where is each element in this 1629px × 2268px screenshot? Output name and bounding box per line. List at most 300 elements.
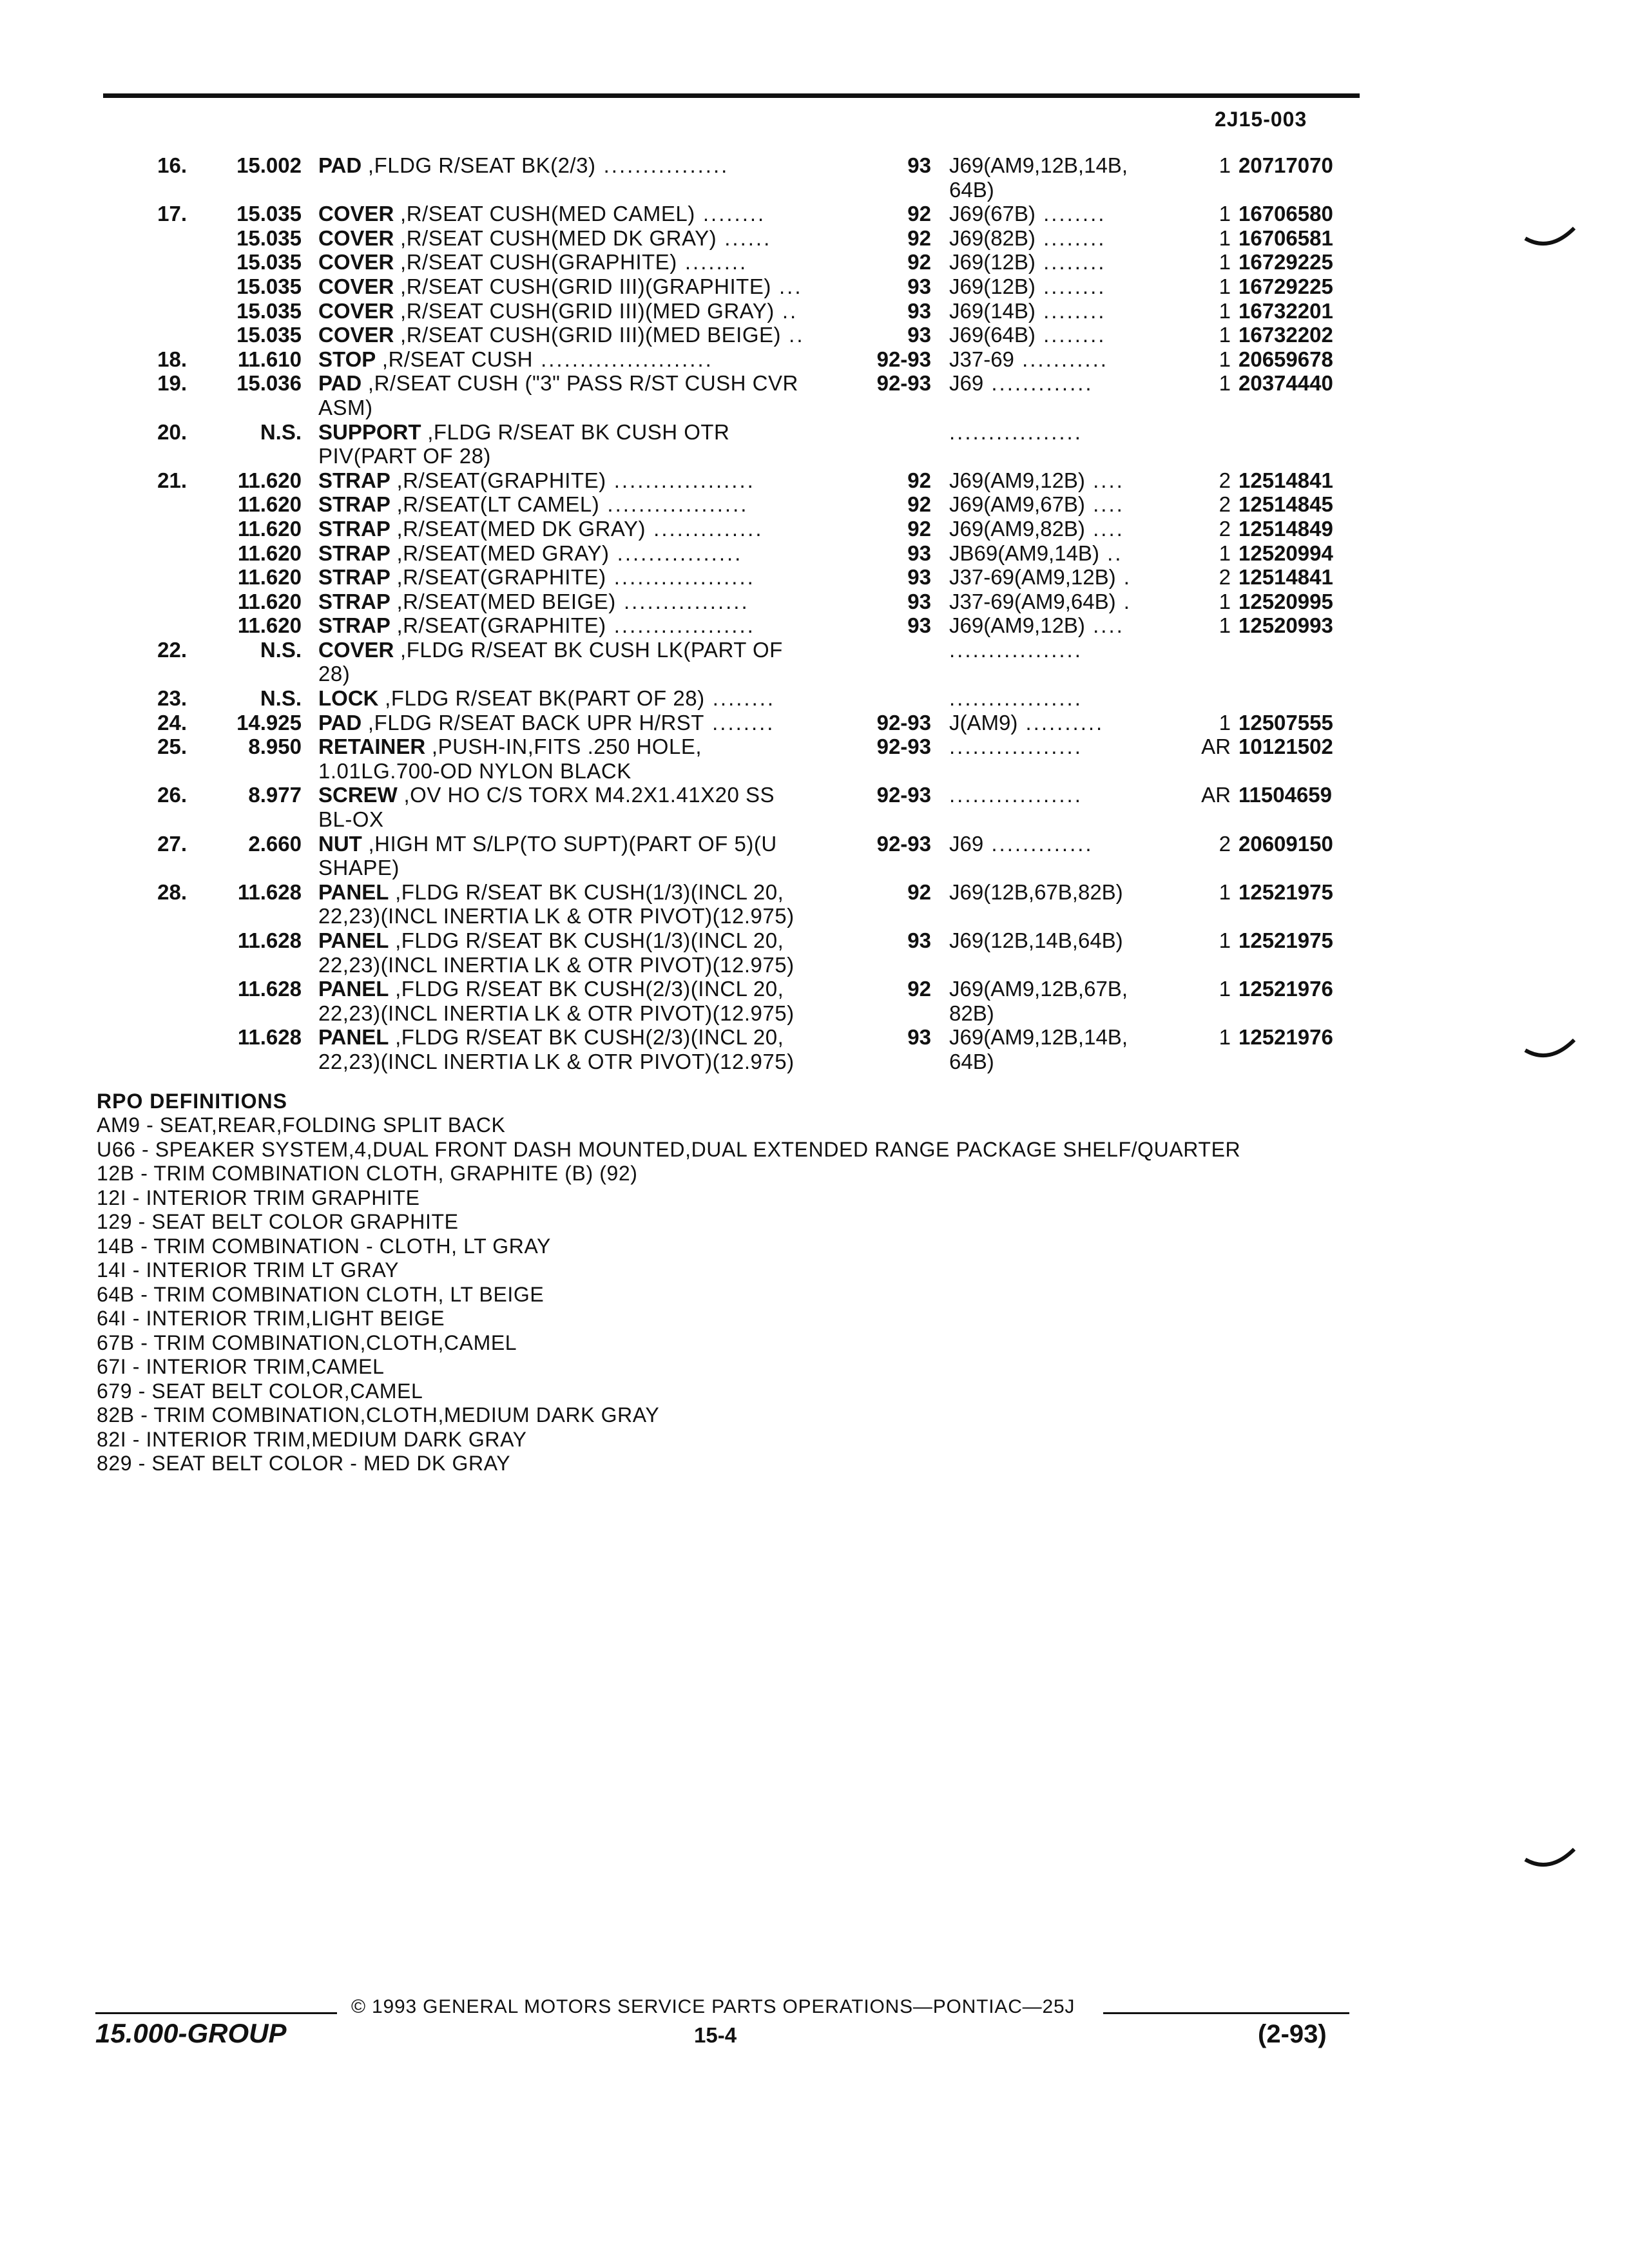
usage-text: J37-69(AM9,64B) bbox=[949, 589, 1116, 613]
usage-text: J37-69(AM9,12B) bbox=[949, 565, 1116, 590]
item-detail: ,HIGH MT S/LP(TO SUPT)(PART OF 5)(U bbox=[361, 831, 777, 856]
illustration-number: 8.977 bbox=[248, 783, 302, 807]
illustration-number: 15.035 bbox=[236, 298, 302, 323]
rpo-definition: 82I - INTERIOR TRIM,MEDIUM DARK GRAY bbox=[97, 1427, 527, 1451]
leader-dots: ................. bbox=[949, 783, 1083, 807]
item-description bbox=[318, 977, 872, 1025]
parts-row bbox=[0, 565, 1629, 590]
leader-dots: ...................... bbox=[532, 347, 713, 371]
item-ref: 27. bbox=[157, 831, 187, 856]
item-ref: 21. bbox=[157, 468, 187, 492]
footer-rule-right bbox=[1103, 2012, 1349, 2014]
item-detail: ,R/SEAT(LT CAMEL) bbox=[390, 492, 600, 517]
illustration-number: 11.628 bbox=[237, 1025, 302, 1050]
item-description bbox=[318, 202, 872, 226]
quantity: 1 bbox=[1219, 250, 1231, 274]
leader-dots: .................. bbox=[599, 492, 749, 517]
part-number: 12514849 bbox=[1239, 516, 1333, 541]
item-name: COVER bbox=[318, 202, 394, 226]
quantity: 1 bbox=[1219, 347, 1231, 371]
usage-text: J69(12B) bbox=[949, 274, 1036, 298]
parts-row bbox=[0, 1025, 1629, 1073]
illustration-number: 11.620 bbox=[237, 492, 302, 517]
item-detail: ,FLDG R/SEAT BACK UPR H/RST bbox=[361, 710, 704, 735]
item-name: COVER bbox=[318, 323, 394, 347]
parts-row bbox=[0, 541, 1629, 566]
model-year: 92-93 bbox=[876, 783, 931, 807]
part-number: 12521975 bbox=[1239, 879, 1333, 904]
item-name: STRAP bbox=[318, 541, 390, 565]
illustration-number: 15.035 bbox=[236, 202, 302, 226]
usage-text: J69(12B,14B,64B) bbox=[949, 928, 1123, 952]
leader-dots: .. bbox=[1099, 541, 1123, 565]
item-description bbox=[318, 686, 872, 711]
model-year: 93 bbox=[907, 613, 931, 638]
item-detail: ,FLDG R/SEAT BK CUSH OTR bbox=[421, 419, 730, 444]
item-name: STRAP bbox=[318, 492, 390, 517]
quantity: 1 bbox=[1219, 879, 1231, 904]
illustration-number: 11.620 bbox=[237, 613, 302, 638]
item-description bbox=[318, 226, 872, 251]
parts-row bbox=[0, 250, 1629, 274]
model-year: 92 bbox=[907, 879, 931, 904]
item-description bbox=[318, 735, 872, 783]
quantity: 1 bbox=[1219, 226, 1231, 250]
parts-row bbox=[0, 928, 1629, 977]
quantity: 1 bbox=[1219, 613, 1231, 638]
usage-code bbox=[949, 590, 1188, 614]
usage-code bbox=[949, 202, 1188, 226]
item-detail: ,PUSH-IN,FITS .250 HOLE, bbox=[425, 735, 702, 759]
model-year: 93 bbox=[907, 298, 931, 323]
quantity: 1 bbox=[1219, 371, 1231, 396]
quantity: AR bbox=[1201, 735, 1231, 759]
parts-row bbox=[0, 832, 1629, 880]
item-detail: ,R/SEAT CUSH ("3" PASS R/ST CUSH CVR bbox=[361, 371, 798, 396]
part-number: 20659678 bbox=[1239, 347, 1333, 371]
quantity: 1 bbox=[1219, 298, 1231, 323]
item-description bbox=[318, 347, 872, 372]
item-description bbox=[318, 541, 872, 566]
item-description bbox=[318, 565, 872, 590]
parts-row bbox=[0, 299, 1629, 323]
leader-dots: ........ bbox=[1035, 250, 1106, 274]
usage-text: J(AM9) bbox=[949, 710, 1018, 735]
model-year: 93 bbox=[907, 565, 931, 590]
leader-dots: ...... bbox=[717, 226, 772, 250]
leader-dots: .................. bbox=[606, 468, 755, 492]
parts-row bbox=[0, 686, 1629, 711]
illustration-number: N.S. bbox=[260, 637, 302, 662]
leader-dots: ........ bbox=[704, 686, 776, 711]
item-description bbox=[318, 517, 872, 541]
part-number: 20374440 bbox=[1239, 371, 1333, 396]
item-detail: ,R/SEAT(MED GRAY) bbox=[390, 541, 610, 565]
item-name: PAD bbox=[318, 371, 362, 396]
quantity: 1 bbox=[1219, 153, 1231, 177]
illustration-number: 11.610 bbox=[237, 347, 302, 371]
item-detail: ,FLDG R/SEAT BK CUSH(1/3)(INCL 20, bbox=[389, 928, 784, 952]
rpo-definition: 14B - TRIM COMBINATION - CLOTH, LT GRAY bbox=[97, 1234, 551, 1258]
parts-row bbox=[0, 226, 1629, 251]
item-name: COVER bbox=[318, 226, 394, 250]
usage-code bbox=[949, 541, 1188, 566]
rpo-definition: 12B - TRIM COMBINATION CLOTH, GRAPHITE (B) (92) bbox=[97, 1162, 638, 1185]
parts-row bbox=[0, 347, 1629, 372]
item-description bbox=[318, 371, 872, 419]
part-number: 10121502 bbox=[1239, 735, 1333, 759]
leader-dots: ................. bbox=[949, 735, 1083, 759]
top-rule bbox=[103, 93, 1360, 98]
item-description bbox=[318, 492, 872, 517]
usage-text: J69(AM9,12B) bbox=[949, 613, 1085, 638]
item-description bbox=[318, 274, 872, 299]
usage-text: J69 bbox=[949, 371, 984, 396]
item-ref: 25. bbox=[157, 735, 187, 759]
leader-dots: .... bbox=[1084, 516, 1124, 541]
item-description bbox=[318, 711, 872, 735]
leader-dots: ........ bbox=[1035, 323, 1106, 347]
parts-row bbox=[0, 153, 1629, 202]
illustration-number: 15.036 bbox=[236, 371, 302, 396]
leader-dots: .... bbox=[1084, 492, 1124, 517]
leader-dots: . bbox=[1115, 589, 1132, 613]
part-number: 16706580 bbox=[1239, 202, 1333, 226]
quantity: 1 bbox=[1219, 589, 1231, 613]
item-ref: 23. bbox=[157, 686, 187, 711]
usage-text: J69(AM9,12B,67B, bbox=[949, 977, 1128, 1001]
leader-dots: ............. bbox=[983, 831, 1094, 856]
illustration-number: 2.660 bbox=[248, 831, 302, 856]
part-number: 16729225 bbox=[1239, 250, 1333, 274]
leader-dots: ............. bbox=[983, 371, 1094, 396]
item-description bbox=[318, 420, 872, 468]
item-description bbox=[318, 880, 872, 928]
quantity: 1 bbox=[1219, 202, 1231, 226]
illustration-number: 11.620 bbox=[237, 468, 302, 492]
usage-text: J69(AM9,12B,14B, bbox=[949, 153, 1128, 177]
item-ref: 17. bbox=[157, 202, 187, 226]
usage-code bbox=[949, 711, 1188, 735]
leader-dots: .. bbox=[774, 298, 798, 323]
item-description bbox=[318, 590, 872, 614]
part-number: 12520995 bbox=[1239, 589, 1333, 613]
usage-code bbox=[949, 492, 1188, 517]
quantity: 2 bbox=[1219, 831, 1231, 856]
leader-dots: ................. bbox=[949, 419, 1083, 444]
model-year: 92 bbox=[907, 226, 931, 250]
illustration-number: N.S. bbox=[260, 686, 302, 711]
item-name: STRAP bbox=[318, 468, 390, 492]
model-year: 92-93 bbox=[876, 735, 931, 759]
part-number: 12520993 bbox=[1239, 613, 1333, 638]
item-detail-continued: PIV(PART OF 28) bbox=[318, 444, 491, 468]
usage-code bbox=[949, 565, 1188, 590]
usage-text: J69(82B) bbox=[949, 226, 1036, 250]
usage-text: J69 bbox=[949, 831, 984, 856]
item-description bbox=[318, 468, 872, 493]
item-name: COVER bbox=[318, 637, 394, 662]
rpo-definition: 829 - SEAT BELT COLOR - MED DK GRAY bbox=[97, 1452, 511, 1475]
leader-dots: .......... bbox=[1017, 710, 1104, 735]
item-description bbox=[318, 928, 872, 977]
item-detail-continued: ASM) bbox=[318, 395, 373, 419]
item-name: PANEL bbox=[318, 879, 389, 904]
item-name: SCREW bbox=[318, 783, 398, 807]
quantity: 1 bbox=[1219, 1025, 1231, 1050]
part-number: 12521976 bbox=[1239, 977, 1333, 1001]
leader-dots: ................ bbox=[609, 541, 743, 565]
rpo-definition: U66 - SPEAKER SYSTEM,4,DUAL FRONT DASH MOUNTED,DUAL EXTENDED RANGE PACKAGE SHELF/QUARTER bbox=[97, 1137, 1241, 1161]
part-number: 12514841 bbox=[1239, 565, 1333, 590]
usage-code bbox=[949, 226, 1188, 251]
usage-text: J69(AM9,12B) bbox=[949, 468, 1085, 492]
parts-row bbox=[0, 613, 1629, 638]
item-name: PAD bbox=[318, 153, 362, 177]
model-year: 92-93 bbox=[876, 831, 931, 856]
leader-dots: .. bbox=[781, 323, 805, 347]
illustration-number: 11.628 bbox=[237, 928, 302, 952]
usage-code bbox=[949, 274, 1188, 299]
leader-dots: ........ bbox=[1035, 202, 1106, 226]
usage-text: J69(AM9,67B) bbox=[949, 492, 1085, 517]
part-number: 20609150 bbox=[1239, 831, 1333, 856]
usage-code bbox=[949, 638, 1188, 662]
quantity: 1 bbox=[1219, 928, 1231, 952]
model-year: 92 bbox=[907, 468, 931, 492]
item-name: COVER bbox=[318, 250, 394, 274]
item-name: STRAP bbox=[318, 613, 390, 638]
item-ref: 19. bbox=[157, 371, 187, 396]
item-detail-continued: BL-OX bbox=[318, 807, 384, 832]
model-year: 92 bbox=[907, 492, 931, 517]
item-ref: 16. bbox=[157, 153, 187, 177]
usage-text: J69(67B) bbox=[949, 202, 1036, 226]
usage-text: J69(12B) bbox=[949, 250, 1036, 274]
parts-row bbox=[0, 880, 1629, 928]
usage-text-continued: 64B) bbox=[949, 177, 994, 202]
leader-dots: .... bbox=[1084, 468, 1124, 492]
usage-code bbox=[949, 832, 1188, 856]
item-detail: ,FLDG R/SEAT BK CUSH LK(PART OF bbox=[394, 637, 783, 662]
item-description bbox=[318, 638, 872, 686]
parts-row bbox=[0, 977, 1629, 1025]
parts-row bbox=[0, 468, 1629, 493]
model-year: 92 bbox=[907, 516, 931, 541]
model-year: 92-93 bbox=[876, 371, 931, 396]
item-name: STRAP bbox=[318, 565, 390, 590]
usage-code bbox=[949, 299, 1188, 323]
item-detail: ,R/SEAT CUSH(MED CAMEL) bbox=[394, 202, 695, 226]
footer-copyright: © 1993 GENERAL MOTORS SERVICE PARTS OPERATIONS—PONTIAC—25J bbox=[351, 1996, 1075, 2017]
rpo-list bbox=[97, 1113, 1240, 1476]
usage-code bbox=[949, 735, 1188, 759]
leader-dots: .................. bbox=[606, 613, 755, 638]
item-ref: 28. bbox=[157, 879, 187, 904]
leader-dots: ................. bbox=[949, 686, 1083, 711]
item-detail-continued: 1.01LG.700-OD NYLON BLACK bbox=[318, 758, 631, 783]
illustration-number: 11.628 bbox=[237, 879, 302, 904]
parts-row bbox=[0, 202, 1629, 226]
quantity: 1 bbox=[1219, 977, 1231, 1001]
illustration-number: 11.620 bbox=[237, 516, 302, 541]
item-description bbox=[318, 783, 872, 831]
usage-code bbox=[949, 153, 1188, 202]
illustration-number: 15.035 bbox=[236, 250, 302, 274]
binder-mark bbox=[1524, 1848, 1576, 1874]
illustration-number: 15.035 bbox=[236, 226, 302, 250]
model-year: 92 bbox=[907, 977, 931, 1001]
leader-dots: ................. bbox=[949, 637, 1083, 662]
illustration-number: 8.950 bbox=[248, 735, 302, 759]
model-year: 93 bbox=[907, 541, 931, 565]
item-ref: 20. bbox=[157, 419, 187, 444]
usage-code bbox=[949, 323, 1188, 347]
rpo-definition: 12I - INTERIOR TRIM GRAPHITE bbox=[97, 1186, 420, 1209]
model-year: 93 bbox=[907, 153, 931, 177]
item-detail: ,R/SEAT CUSH(GRID III)(MED BEIGE) bbox=[394, 323, 782, 347]
document-id: 2J15-003 bbox=[1215, 108, 1307, 131]
leader-dots: . bbox=[1115, 565, 1132, 590]
leader-dots: ........ bbox=[704, 710, 775, 735]
parts-row bbox=[0, 323, 1629, 347]
item-name: STOP bbox=[318, 347, 376, 371]
usage-text-continued: 82B) bbox=[949, 1001, 994, 1025]
usage-code bbox=[949, 783, 1188, 807]
rpo-definition: AM9 - SEAT,REAR,FOLDING SPLIT BACK bbox=[97, 1113, 506, 1137]
item-name: NUT bbox=[318, 831, 362, 856]
rpo-definition: 64I - INTERIOR TRIM,LIGHT BEIGE bbox=[97, 1307, 445, 1330]
model-year: 92 bbox=[907, 202, 931, 226]
illustration-number: 15.035 bbox=[236, 323, 302, 347]
item-description bbox=[318, 613, 872, 638]
quantity: 1 bbox=[1219, 541, 1231, 565]
part-number: 12520994 bbox=[1239, 541, 1333, 565]
leader-dots: ........... bbox=[1014, 347, 1108, 371]
item-name: LOCK bbox=[318, 686, 379, 711]
part-number: 12514841 bbox=[1239, 468, 1333, 492]
quantity: 2 bbox=[1219, 565, 1231, 590]
usage-text: J37-69 bbox=[949, 347, 1014, 371]
item-detail-continued: 22,23)(INCL INERTIA LK & OTR PIVOT)(12.975) bbox=[318, 1001, 795, 1025]
item-name: PANEL bbox=[318, 1025, 389, 1050]
item-detail: ,R/SEAT CUSH(GRID III)(MED GRAY) bbox=[394, 298, 775, 323]
item-detail: ,R/SEAT(GRAPHITE) bbox=[390, 468, 606, 492]
part-number: 12521976 bbox=[1239, 1025, 1333, 1050]
model-year: 92-93 bbox=[876, 347, 931, 371]
item-detail: ,FLDG R/SEAT BK(PART OF 28) bbox=[378, 686, 705, 711]
item-name: PANEL bbox=[318, 977, 389, 1001]
item-description bbox=[318, 323, 872, 347]
quantity: 2 bbox=[1219, 468, 1231, 492]
usage-code bbox=[949, 250, 1188, 274]
usage-text: J69(14B) bbox=[949, 298, 1036, 323]
item-detail: ,FLDG R/SEAT BK CUSH(2/3)(INCL 20, bbox=[389, 1025, 784, 1050]
model-year: 93 bbox=[907, 1025, 931, 1050]
leader-dots: ................ bbox=[615, 589, 749, 613]
usage-code bbox=[949, 686, 1188, 711]
model-year: 93 bbox=[907, 323, 931, 347]
model-year: 92 bbox=[907, 250, 931, 274]
quantity: 1 bbox=[1219, 710, 1231, 735]
item-detail: ,R/SEAT CUSH bbox=[376, 347, 533, 371]
item-name: COVER bbox=[318, 298, 394, 323]
leader-dots: ........ bbox=[1035, 274, 1106, 298]
leader-dots: ........ bbox=[1035, 298, 1106, 323]
item-description bbox=[318, 153, 872, 178]
usage-text: J69(AM9,12B,14B, bbox=[949, 1025, 1128, 1050]
parts-row bbox=[0, 492, 1629, 517]
footer-rule-left bbox=[95, 2012, 337, 2014]
illustration-number: 15.035 bbox=[236, 274, 302, 298]
usage-code bbox=[949, 371, 1188, 396]
leader-dots: .... bbox=[1084, 613, 1124, 638]
parts-row bbox=[0, 420, 1629, 468]
part-number: 12507555 bbox=[1239, 710, 1333, 735]
item-detail: ,R/SEAT CUSH(MED DK GRAY) bbox=[394, 226, 717, 250]
usage-code bbox=[949, 420, 1188, 445]
quantity: AR bbox=[1201, 783, 1231, 807]
item-detail: ,FLDG R/SEAT BK(2/3) bbox=[361, 153, 596, 177]
rpo-title: RPO DEFINITIONS bbox=[97, 1090, 287, 1113]
leader-dots: .................. bbox=[606, 565, 755, 590]
part-number: 11504659 bbox=[1239, 783, 1333, 807]
illustration-number: 14.925 bbox=[236, 710, 302, 735]
illustration-number: 11.620 bbox=[237, 541, 302, 565]
item-ref: 22. bbox=[157, 637, 187, 662]
quantity: 2 bbox=[1219, 492, 1231, 517]
item-detail: ,R/SEAT(GRAPHITE) bbox=[390, 613, 606, 638]
illustration-number: 11.620 bbox=[237, 565, 302, 590]
footer-date: (2-93) bbox=[1258, 2020, 1327, 2048]
usage-code bbox=[949, 468, 1188, 493]
item-detail: ,OV HO C/S TORX M4.2X1.41X20 SS bbox=[397, 783, 775, 807]
illustration-number: 11.628 bbox=[237, 977, 302, 1001]
item-detail: ,R/SEAT CUSH(GRAPHITE) bbox=[394, 250, 677, 274]
usage-code bbox=[949, 1025, 1188, 1073]
item-name: SUPPORT bbox=[318, 419, 421, 444]
item-detail: ,R/SEAT(GRAPHITE) bbox=[390, 565, 606, 590]
item-ref: 24. bbox=[157, 710, 187, 735]
part-number: 16732201 bbox=[1239, 298, 1333, 323]
leader-dots: ........ bbox=[1035, 226, 1106, 250]
quantity: 2 bbox=[1219, 516, 1231, 541]
usage-code bbox=[949, 613, 1188, 638]
usage-text: J69(12B,67B,82B) bbox=[949, 879, 1123, 904]
item-name: RETAINER bbox=[318, 735, 426, 759]
item-description bbox=[318, 299, 872, 323]
usage-code bbox=[949, 517, 1188, 541]
leader-dots: ........ bbox=[677, 250, 748, 274]
item-description bbox=[318, 1025, 872, 1073]
part-number: 20717070 bbox=[1239, 153, 1333, 177]
parts-row bbox=[0, 517, 1629, 541]
item-ref: 26. bbox=[157, 783, 187, 807]
usage-text: J69(AM9,82B) bbox=[949, 516, 1085, 541]
item-description bbox=[318, 832, 872, 880]
item-detail-continued: 22,23)(INCL INERTIA LK & OTR PIVOT)(12.975) bbox=[318, 952, 795, 977]
rpo-definition: 679 - SEAT BELT COLOR,CAMEL bbox=[97, 1379, 423, 1403]
item-description bbox=[318, 250, 872, 274]
item-detail-continued: 22,23)(INCL INERTIA LK & OTR PIVOT)(12.975) bbox=[318, 1049, 795, 1073]
usage-code bbox=[949, 928, 1188, 953]
leader-dots: ........ bbox=[695, 202, 766, 226]
footer-page-number: 15-4 bbox=[694, 2023, 737, 2047]
item-detail-continued: 22,23)(INCL INERTIA LK & OTR PIVOT)(12.975) bbox=[318, 904, 795, 928]
usage-text-continued: 64B) bbox=[949, 1049, 994, 1073]
parts-row bbox=[0, 371, 1629, 419]
usage-code bbox=[949, 880, 1188, 905]
